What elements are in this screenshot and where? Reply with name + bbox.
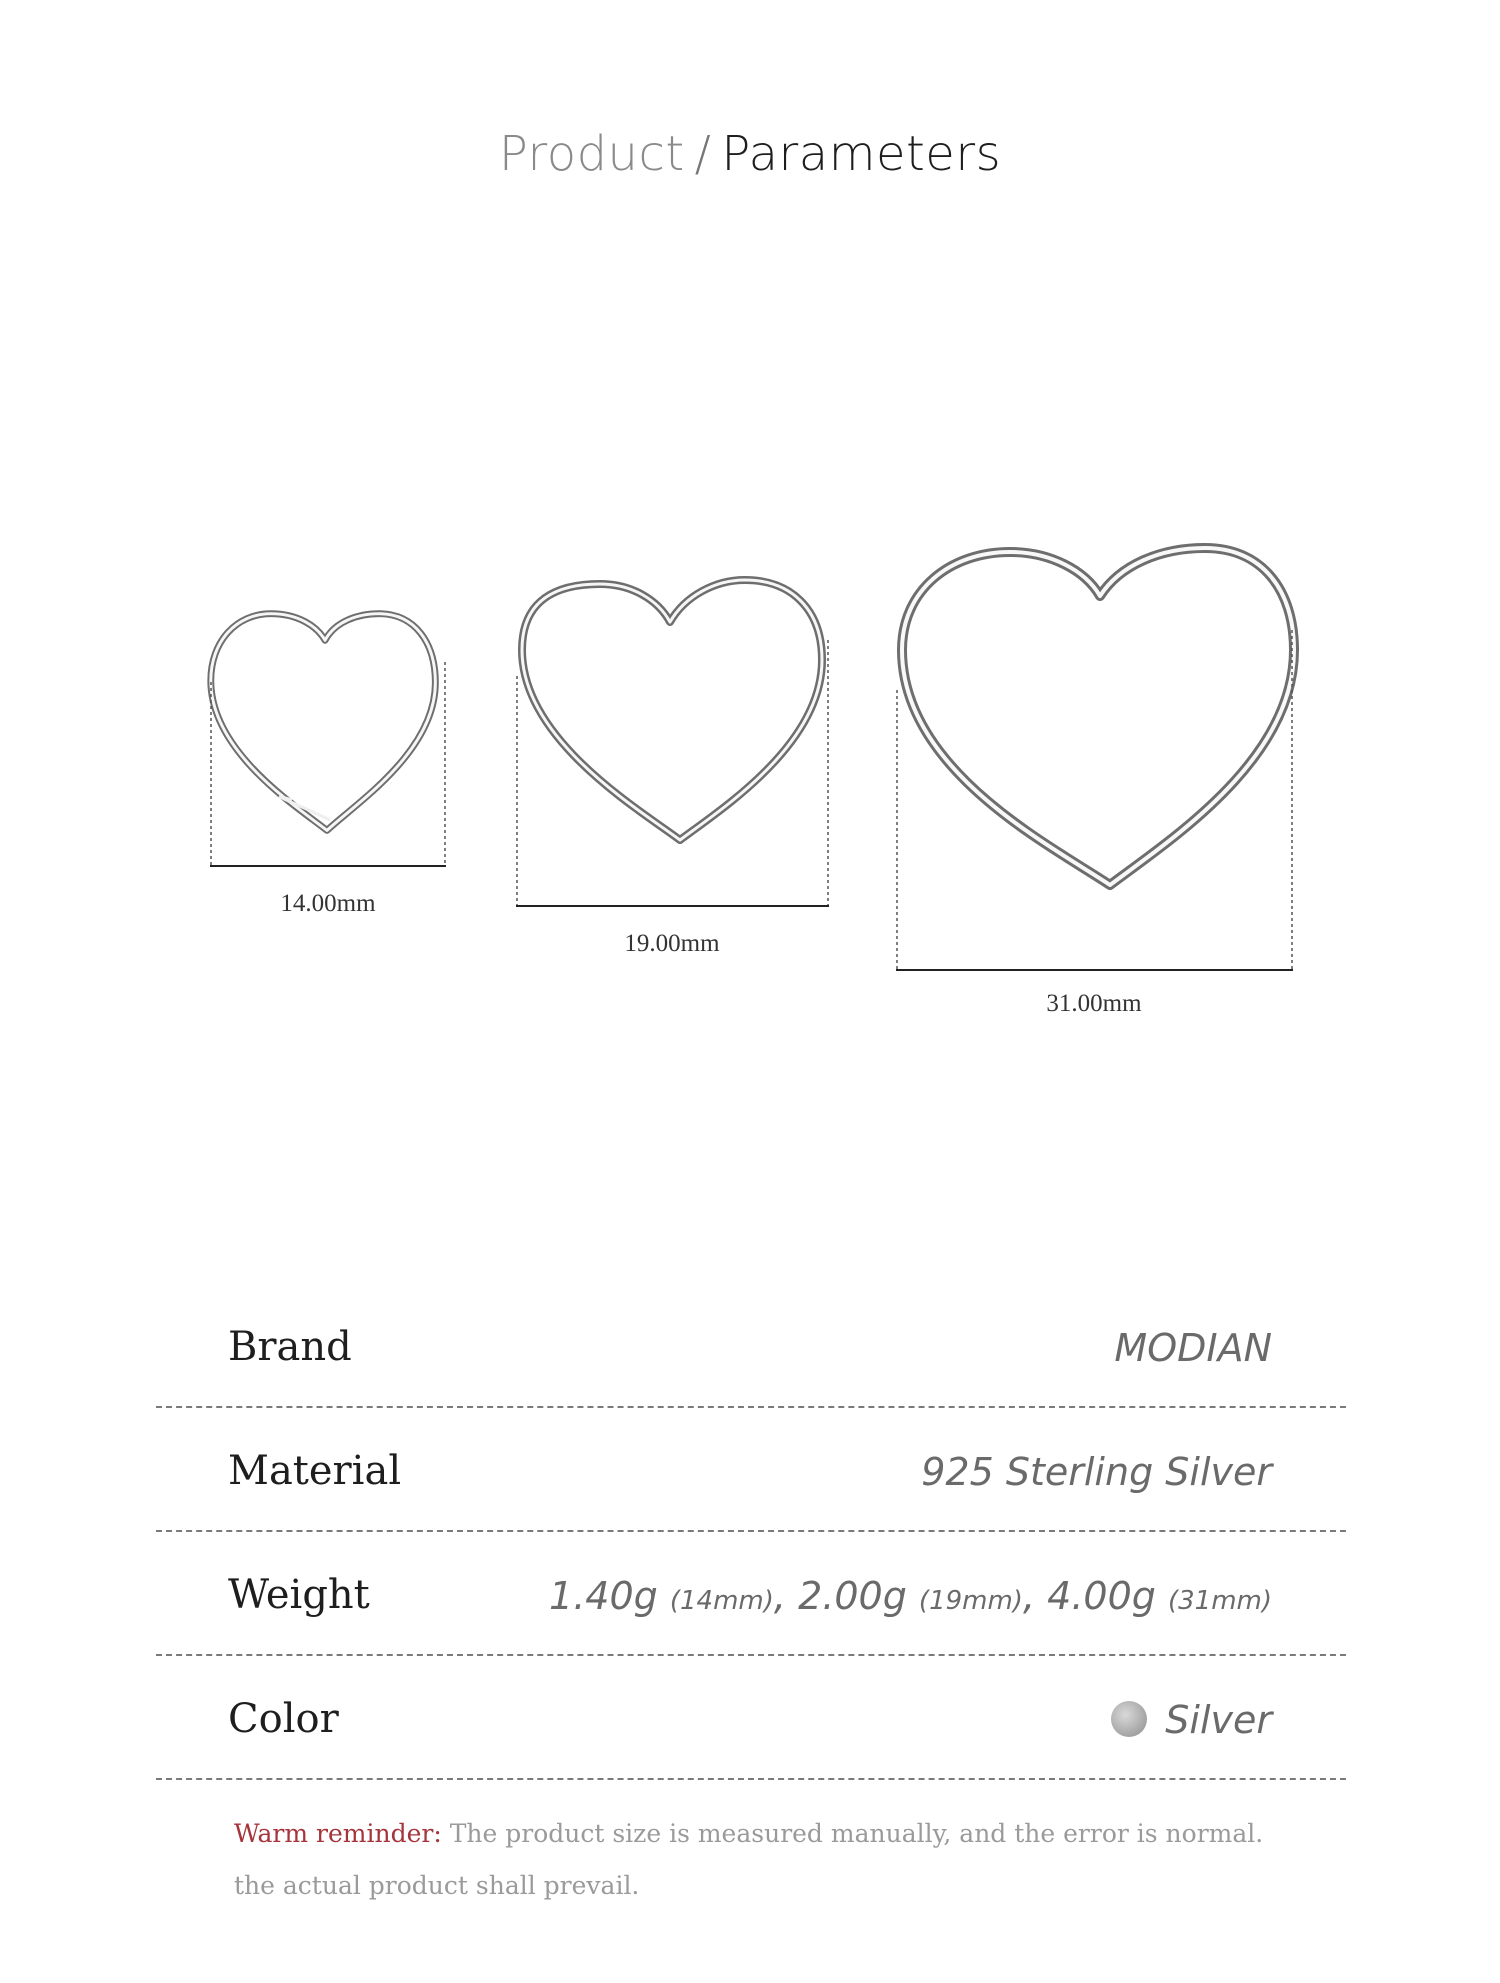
- weight-separator: ,: [773, 1574, 786, 1618]
- spec-row-weight: [156, 1532, 1346, 1656]
- title-parameters: Parameters: [721, 126, 1002, 182]
- spec-row-color: [156, 1656, 1346, 1780]
- material-label: Material: [228, 1448, 402, 1494]
- brand-label: Brand: [228, 1324, 352, 1370]
- earring-small-image: [211, 614, 436, 831]
- title-separator: /: [694, 126, 712, 182]
- weight-19mm: 2.00g: [798, 1574, 907, 1618]
- title-product: Product: [498, 126, 685, 182]
- color-label: Color: [228, 1696, 339, 1742]
- reminder-line-2: the actual product shall prevail.: [234, 1871, 640, 1900]
- weight-label: Weight: [228, 1572, 370, 1618]
- weight-14mm: 1.40g: [549, 1574, 658, 1618]
- reminder-label: Warm reminder:: [234, 1819, 442, 1848]
- dimension-marker-31mm: [896, 630, 1293, 970]
- weight-separator: ,: [1022, 1574, 1036, 1618]
- weight-31mm-size: (31mm): [1167, 1586, 1272, 1616]
- color-swatch-icon: [1111, 1701, 1147, 1737]
- size-label-31mm: 31.00mm: [1046, 990, 1142, 1017]
- spec-row-material: [156, 1408, 1346, 1532]
- size-label-14mm: 14.00mm: [280, 890, 376, 917]
- reminder-line-1: [234, 1808, 1384, 1860]
- brand-value: MODIAN: [1114, 1326, 1272, 1370]
- color-name: Silver: [1165, 1698, 1272, 1742]
- reminder-text-1: The product size is measured manually, and the error is normal.: [449, 1819, 1264, 1848]
- weight-value: [549, 1574, 1272, 1618]
- earring-medium-image: [522, 580, 822, 840]
- warm-reminder: [234, 1808, 1384, 1912]
- spec-row-brand: [156, 1284, 1346, 1408]
- weight-31mm: 4.00g: [1047, 1574, 1156, 1618]
- size-label-19mm: 19.00mm: [624, 930, 720, 957]
- material-value: 925 Sterling Silver: [921, 1450, 1272, 1494]
- dashed-divider: [156, 1778, 1346, 1780]
- weight-14mm-size: (14mm): [669, 1586, 774, 1616]
- earring-large-image: [902, 548, 1294, 885]
- dimension-marker-19mm: [516, 640, 829, 906]
- weight-19mm-size: (19mm): [918, 1586, 1023, 1616]
- color-value: [1111, 1698, 1272, 1742]
